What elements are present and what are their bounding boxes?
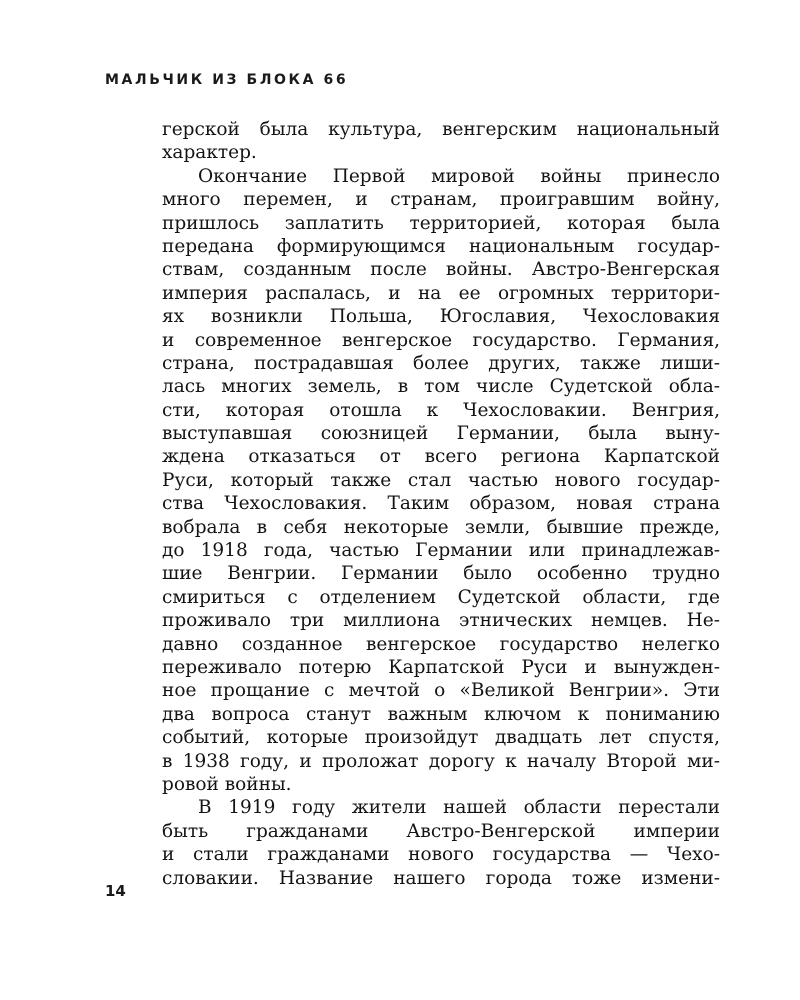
text-line: ровой войны.	[162, 773, 292, 795]
text-line: событий, которые произойдут двадцать лет спустя,	[162, 727, 720, 749]
text-line: переживало потерю Карпатской Руси и вынужден-	[162, 656, 720, 678]
text-line: и стали гражданами нового государства — Чехо-	[162, 844, 720, 866]
text-line: в 1938 году, и проложат дорогу к началу Второй ми-	[162, 750, 720, 772]
running-head-title: МАЛЬЧИК ИЗ БЛОКА 66	[105, 72, 349, 88]
body-text	[162, 118, 720, 890]
text-line: герской была культура, венгерским национальный	[162, 119, 720, 140]
text-line: ждена отказаться от всего региона Карпатской	[162, 446, 720, 468]
page-number: 14	[105, 882, 126, 900]
text-line: характер.	[162, 142, 257, 164]
text-line: проживало три миллиона этнических немцев. Не-	[162, 610, 720, 632]
text-line: империя распалась, и на ее огромных территори-	[162, 282, 720, 304]
text-line: и современное венгерское государство. Германия,	[162, 329, 720, 351]
text-line: ное прощание с мечтой о «Великой Венгрии». Эти	[162, 680, 720, 702]
text-line: смириться с отделением Судетской области, где	[162, 586, 720, 608]
text-line: ях возникли Польша, Югославия, Чехословакия	[162, 306, 720, 328]
text-line: передана формирующимся национальным государ-	[162, 235, 720, 257]
text-line: сти, которая отошла к Чехословакии. Венгрия,	[162, 399, 720, 421]
text-line: давно созданное венгерское государство нелегко	[162, 633, 720, 655]
text-line: два вопроса станут важным ключом к пониманию	[162, 703, 720, 725]
text-line: страна, пострадавшая более других, также лиши-	[162, 352, 720, 374]
text-line: словакии. Название нашего города тоже измени-	[162, 867, 720, 889]
text-line: лась многих земель, в том числе Судетской обла-	[162, 376, 720, 398]
text-line: выступавшая союзницей Германии, была выну-	[162, 423, 720, 445]
text-line: быть гражданами Австро-Венгерской империи	[162, 820, 720, 842]
text-line: В 1919 году жители нашей области перестали	[198, 797, 720, 819]
text-line: Окончание Первой мировой войны принесло	[198, 165, 720, 187]
text-line: пришлось заплатить территорией, которая была	[162, 212, 720, 234]
text-line: вобрала в себя некоторые земли, бывшие прежде,	[162, 516, 720, 538]
text-line: много перемен, и странам, проигравшим войну,	[162, 189, 720, 211]
text-line: шие Венгрии. Германии было особенно трудно	[162, 563, 720, 585]
text-line: до 1918 года, частью Германии или принадлежав-	[162, 540, 720, 562]
text-line: ства Чехословакия. Таким образом, новая страна	[162, 493, 720, 515]
text-line: Руси, который также стал частью нового государ-	[162, 469, 720, 491]
text-line: ствам, созданным после войны. Австро-Венгерская	[162, 259, 720, 281]
